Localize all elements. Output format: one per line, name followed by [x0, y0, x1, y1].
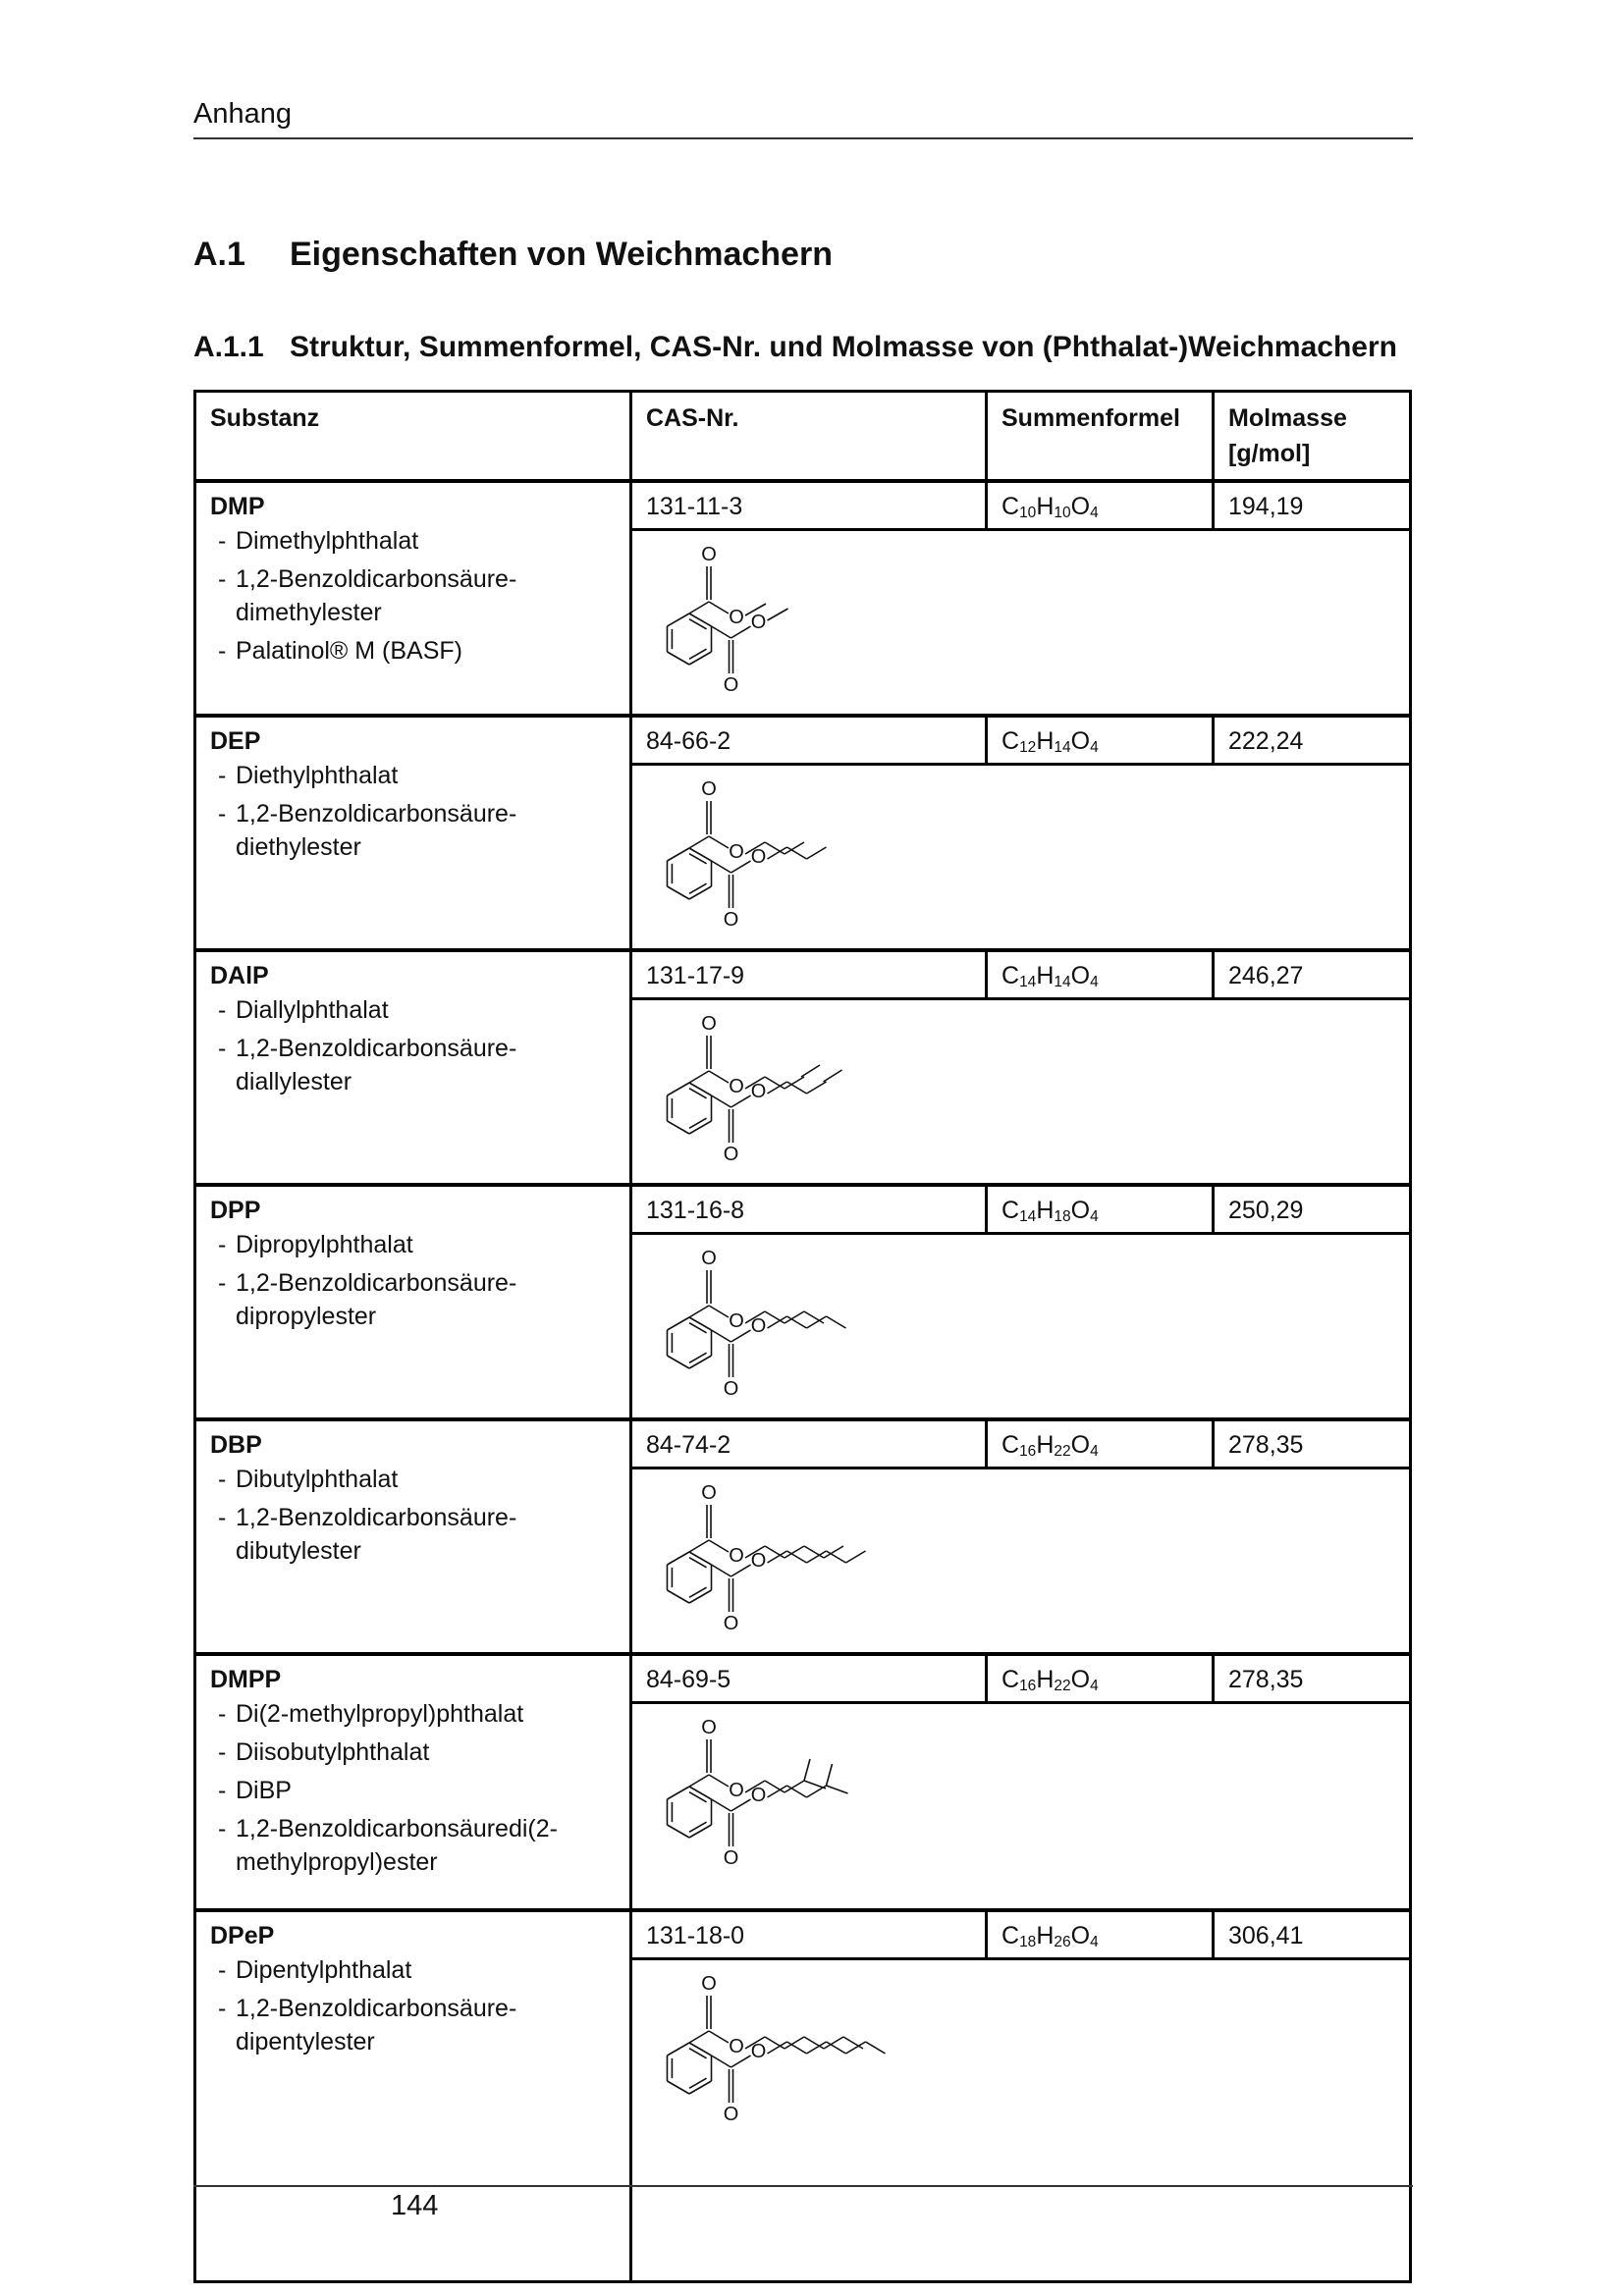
carbonyl-bond [689, 1775, 709, 1787]
substance-name: - Diethylphthalat [210, 759, 616, 792]
molecular-formula [987, 716, 1214, 765]
ring-double-bond [689, 883, 707, 893]
formula-count: 16 [1019, 1443, 1037, 1460]
substance-cell [195, 1910, 631, 2282]
ring-double-bond [689, 2078, 707, 2088]
substance-name-list [210, 1697, 616, 1879]
ring-bond [667, 1083, 689, 1095]
formula-element: C [1001, 1197, 1020, 1224]
formula-count: 10 [1054, 505, 1071, 521]
alkyl-chain-top-bond [765, 2037, 785, 2049]
molar-mass: 246,27 [1214, 950, 1411, 999]
alkyl-chain-top-bond [804, 2037, 824, 2049]
alkyl-chain-top-bond [765, 1077, 785, 1089]
running-header: Anhang [193, 98, 292, 130]
carbonyl-oxygen: O [701, 1013, 717, 1035]
alkyl-chain-top-bond [765, 842, 785, 854]
ring-bond [689, 2043, 712, 2056]
formula-count: 14 [1019, 1208, 1037, 1225]
substance-name-list [210, 1228, 616, 1333]
substance-name-list [210, 1463, 616, 1568]
alkyl-chain-top-bond [804, 1546, 824, 1558]
ring-bond [689, 1083, 712, 1095]
ring-double-bond [689, 854, 707, 864]
substance-name: - Palatinol® M (BASF) [210, 634, 616, 667]
alkyl-chain-bottom-bond [807, 847, 827, 859]
formula-count: 26 [1054, 1934, 1071, 1950]
alkyl-chain-top-double-bond [801, 1065, 820, 1077]
alkyl-chain-bottom-bond [787, 2042, 807, 2054]
substance-name: - Diallylphthalat [210, 993, 616, 1027]
carbonyl-bond [689, 2031, 709, 2043]
structure-cell [631, 530, 1411, 717]
ring-bond [689, 1590, 712, 1603]
formula-element: C [1001, 1431, 1020, 1459]
formula-count: 4 [1090, 1678, 1099, 1694]
structure-cell [631, 765, 1411, 951]
formula-count: 14 [1019, 974, 1037, 990]
substance-abbreviation: DPP [210, 1197, 261, 1224]
alkyl-chain-bottom-bond [787, 847, 807, 859]
ring-bond [689, 652, 712, 665]
formula-element: H [1036, 727, 1055, 755]
molecular-formula [987, 481, 1214, 530]
ring-double-bond [689, 1792, 707, 1802]
ring-double-bond [689, 649, 707, 659]
cas-number: 84-69-5 [631, 1654, 987, 1703]
alkyl-chain-top-bond [843, 2037, 863, 2049]
formula-count: 18 [1019, 1934, 1037, 1950]
alkyl-chain-bottom-bond [807, 1082, 827, 1094]
ester-oxygen: O [750, 2041, 767, 2062]
substance-abbreviation: DBP [210, 1431, 262, 1459]
ester-oxygen: O [729, 607, 744, 628]
ring-bond [689, 886, 712, 899]
formula-count: 12 [1019, 739, 1037, 756]
molar-mass: 250,29 [1214, 1185, 1411, 1234]
alkyl-chain-bottom-bond [787, 1551, 807, 1563]
ester-oxygen: O [750, 846, 767, 868]
substance-cell [195, 716, 631, 950]
formula-element: O [1070, 1431, 1091, 1459]
formula-element: O [1070, 493, 1091, 520]
formula-element: H [1036, 962, 1055, 989]
page-number: 144 [391, 2190, 439, 2221]
alkyl-chain-bottom-bond [787, 1082, 807, 1094]
ester-oxygen: O [729, 1076, 744, 1097]
formula-element: O [1070, 1666, 1091, 1693]
carbonyl-bond [689, 1540, 709, 1552]
ester-bond [709, 1306, 729, 1317]
molecular-formula [987, 1419, 1214, 1468]
structural-formula [646, 774, 1420, 942]
ring-bond [667, 2081, 689, 2094]
substance-name: - Dipentylphthalat [210, 1953, 616, 1987]
structure-cell [631, 1959, 1411, 2282]
ester-bond [709, 1071, 729, 1083]
structural-formula [646, 539, 1420, 708]
carbonyl-oxygen: O [723, 909, 739, 931]
formula-count: 14 [1054, 974, 1071, 990]
substance-name-list [210, 993, 616, 1098]
molar-mass: 278,35 [1214, 1419, 1411, 1468]
ester-bond [709, 602, 729, 614]
substance-name: - 1,2-Benzoldicarbonsäure-dibutylester [210, 1501, 616, 1568]
cas-number: 131-16-8 [631, 1185, 987, 1234]
ring-double-bond [689, 1353, 707, 1362]
substance-name-list [210, 1953, 616, 2058]
carbonyl-oxygen: O [723, 2104, 739, 2125]
formula-element: O [1070, 1197, 1091, 1224]
alkyl-chain-top-bond [765, 1311, 785, 1323]
substance-row [195, 1910, 1411, 1959]
substance-name: - 1,2-Benzoldicarbonsäure-dipropylester [210, 1266, 616, 1333]
substance-name: - 1,2-Benzoldicarbonsäure-dipentylester [210, 1992, 616, 2058]
alkyl-chain-top-bond [765, 1546, 785, 1558]
ring-bond [689, 848, 712, 861]
ring-bond [689, 1552, 712, 1565]
alkyl-chain-top-bond [765, 1781, 785, 1792]
ring-double-bond [689, 2049, 707, 2058]
alkyl-chain-bottom-bond [768, 609, 788, 620]
alkyl-chain-bottom-bond [866, 2042, 886, 2054]
ring-bond [667, 1825, 689, 1838]
ester-oxygen: O [750, 1081, 767, 1102]
formula-element: H [1036, 1922, 1055, 1949]
formula-element: O [1070, 962, 1091, 989]
formula-count: 4 [1090, 505, 1099, 521]
cas-number: 84-66-2 [631, 716, 987, 765]
ester-oxygen: O [729, 1780, 744, 1801]
ester-bond [709, 836, 729, 848]
ring-bond [667, 1552, 689, 1565]
formula-element: H [1036, 493, 1055, 520]
ring-bond [667, 2043, 689, 2056]
structure-cell [631, 1468, 1411, 1655]
alkyl-chain-bottom-double-bond [824, 1070, 842, 1082]
header-rule [193, 137, 1413, 139]
alkyl-chain-bottom-bond [807, 1786, 827, 1797]
formula-element: C [1001, 1922, 1020, 1949]
carbonyl-oxygen: O [723, 1847, 739, 1869]
ester-oxygen: O [729, 2036, 744, 2057]
alkyl-chain-top-branch-b [804, 1759, 810, 1781]
substance-name-list [210, 759, 616, 864]
substance-row [195, 1185, 1411, 1234]
structural-formula [646, 1008, 1420, 1177]
molecular-formula [987, 1910, 1214, 1959]
formula-element: O [1070, 727, 1091, 755]
formula-count: 18 [1054, 1208, 1071, 1225]
carbonyl-oxygen: O [701, 1973, 717, 1995]
ester-bond [709, 2031, 729, 2043]
ester-bond [709, 1775, 729, 1787]
subsection-number: A.1.1 [193, 331, 264, 363]
substance-abbreviation: DEP [210, 727, 261, 755]
section-title: Eigenschaften von Weichmachern [290, 236, 833, 273]
formula-count: 4 [1090, 1934, 1099, 1950]
formula-element: C [1001, 1666, 1020, 1693]
substance-row [195, 1419, 1411, 1468]
substance-name: - Diisobutylphthalat [210, 1735, 616, 1769]
molecular-formula [987, 950, 1214, 999]
cas-number: 131-11-3 [631, 481, 987, 530]
formula-count: 22 [1054, 1443, 1071, 1460]
carbonyl-bond [689, 836, 709, 848]
formula-element: H [1036, 1197, 1055, 1224]
substance-name: - Dipropylphthalat [210, 1228, 616, 1261]
substance-name: - 1,2-Benzoldicarbonsäuredi(2-methylpropyl)ester [210, 1812, 616, 1879]
ring-bond [667, 1317, 689, 1330]
carbonyl-oxygen: O [701, 1717, 717, 1738]
substance-name: - 1,2-Benzoldicarbonsäure-diethylester [210, 797, 616, 864]
table-body [195, 481, 1411, 2282]
header-cas: CAS-Nr. [631, 392, 987, 482]
formula-count: 4 [1090, 1443, 1099, 1460]
formula-count: 4 [1090, 739, 1099, 756]
ester-oxygen: O [750, 1550, 767, 1572]
molar-mass: 278,35 [1214, 1654, 1411, 1703]
formula-count: 4 [1090, 974, 1099, 990]
ring-bond [667, 848, 689, 861]
substance-row [195, 1654, 1411, 1703]
formula-element: O [1070, 1922, 1091, 1949]
carbonyl-oxygen: O [701, 544, 717, 565]
carbonyl-bond [689, 1306, 709, 1317]
substance-cell [195, 950, 631, 1185]
formula-count: 4 [1090, 1208, 1099, 1225]
ester-oxygen: O [750, 612, 767, 633]
alkyl-chain-bottom-bond [787, 1316, 807, 1328]
substance-abbreviation: DMPP [210, 1666, 282, 1693]
substance-cell [195, 1185, 631, 1419]
substance-name: - DiBP [210, 1774, 616, 1807]
structure-cell [631, 1234, 1411, 1420]
plasticizer-table [193, 390, 1412, 2283]
alkyl-chain-bottom-branch-a [827, 1786, 848, 1793]
ring-bond [667, 1356, 689, 1368]
substance-name: - Dibutylphthalat [210, 1463, 616, 1496]
alkyl-chain-bottom-bond [787, 1786, 807, 1797]
substance-row [195, 481, 1411, 530]
substance-name: - Dimethylphthalat [210, 524, 616, 558]
ring-bond [667, 1590, 689, 1603]
subsection-heading [193, 331, 1397, 364]
substance-cell [195, 1419, 631, 1654]
carbonyl-oxygen: O [723, 1378, 739, 1400]
ring-double-bond [689, 1089, 707, 1098]
formula-element: C [1001, 962, 1020, 989]
table-header-row [195, 392, 1411, 482]
alkyl-chain-bottom-bond [827, 1316, 846, 1328]
ring-bond [667, 614, 689, 626]
structural-formula [646, 1243, 1420, 1412]
header-molmass: Molmasse [g/mol] [1214, 392, 1411, 482]
footer-rule [193, 2185, 1413, 2187]
molar-mass: 306,41 [1214, 1910, 1411, 1959]
alkyl-chain-bottom-bond [827, 2042, 846, 2054]
ring-bond [689, 1356, 712, 1368]
formula-element: C [1001, 493, 1020, 520]
ester-bond [709, 1540, 729, 1552]
formula-count: 14 [1054, 739, 1071, 756]
substance-name: - 1,2-Benzoldicarbonsäure-dimethylester [210, 562, 616, 629]
ester-oxygen: O [729, 1310, 744, 1332]
cas-number: 131-18-0 [631, 1910, 987, 1959]
ring-bond [667, 1787, 689, 1799]
alkyl-chain-bottom-bond [846, 1551, 866, 1563]
ester-oxygen: O [750, 1315, 767, 1337]
formula-element: H [1036, 1431, 1055, 1459]
substance-name: - Di(2-methylpropyl)phthalat [210, 1697, 616, 1731]
molecular-formula [987, 1654, 1214, 1703]
substance-abbreviation: DMP [210, 493, 265, 520]
subsection-title: Struktur, Summenformel, CAS-Nr. und Molmasse von (Phthalat-)Weichmachern [290, 331, 1397, 363]
ring-bond [667, 1121, 689, 1134]
substance-abbreviation: DPeP [210, 1922, 275, 1949]
alkyl-chain-bottom-branch-b [827, 1764, 833, 1786]
structural-formula [646, 1477, 1420, 1646]
ring-bond [667, 652, 689, 665]
formula-element: C [1001, 727, 1020, 755]
formula-count: 10 [1019, 505, 1037, 521]
alkyl-chain-bottom-bond [827, 1551, 846, 1563]
substance-cell [195, 1654, 631, 1910]
substance-name-list [210, 524, 616, 667]
header-formula: Summenformel [987, 392, 1214, 482]
carbonyl-oxygen: O [723, 1144, 739, 1165]
carbonyl-oxygen: O [701, 1248, 717, 1269]
ring-double-bond [689, 619, 707, 629]
formula-count: 22 [1054, 1678, 1071, 1694]
substance-row [195, 716, 1411, 765]
ring-bond [689, 1121, 712, 1134]
section-number: A.1 [193, 236, 245, 273]
ring-double-bond [689, 1558, 707, 1568]
ring-double-bond [689, 1118, 707, 1128]
ring-bond [689, 2081, 712, 2094]
molar-mass: 222,24 [1214, 716, 1411, 765]
ring-double-bond [689, 1323, 707, 1333]
carbonyl-bond [689, 1071, 709, 1083]
alkyl-chain-top-bond [804, 1311, 824, 1323]
substance-name: - 1,2-Benzoldicarbonsäure-diallylester [210, 1032, 616, 1098]
ring-bond [689, 614, 712, 626]
ring-bond [689, 1317, 712, 1330]
ring-double-bond [689, 1822, 707, 1832]
ester-oxygen: O [750, 1785, 767, 1806]
ring-bond [689, 1787, 712, 1799]
carbonyl-oxygen: O [723, 1613, 739, 1634]
ring-bond [689, 1825, 712, 1838]
ring-double-bond [689, 1587, 707, 1597]
formula-element: H [1036, 1666, 1055, 1693]
molecular-formula [987, 1185, 1214, 1234]
cas-number: 84-74-2 [631, 1419, 987, 1468]
carbonyl-oxygen: O [701, 778, 717, 800]
structural-formula [646, 1968, 1420, 2274]
substance-abbreviation: DAlP [210, 962, 269, 989]
substance-row [195, 950, 1411, 999]
ring-bond [667, 886, 689, 899]
ester-oxygen: O [729, 841, 744, 863]
structure-cell [631, 1703, 1411, 1911]
structural-formula [646, 1712, 1420, 1902]
carbonyl-oxygen: O [723, 674, 739, 696]
ester-oxygen: O [729, 1545, 744, 1567]
structure-cell [631, 999, 1411, 1186]
header-substance: Substanz [195, 392, 631, 482]
substance-cell [195, 481, 631, 716]
carbonyl-bond [689, 602, 709, 614]
cas-number: 131-17-9 [631, 950, 987, 999]
section-heading [193, 236, 833, 274]
carbonyl-oxygen: O [701, 1482, 717, 1504]
molar-mass: 194,19 [1214, 481, 1411, 530]
formula-count: 16 [1019, 1678, 1037, 1694]
